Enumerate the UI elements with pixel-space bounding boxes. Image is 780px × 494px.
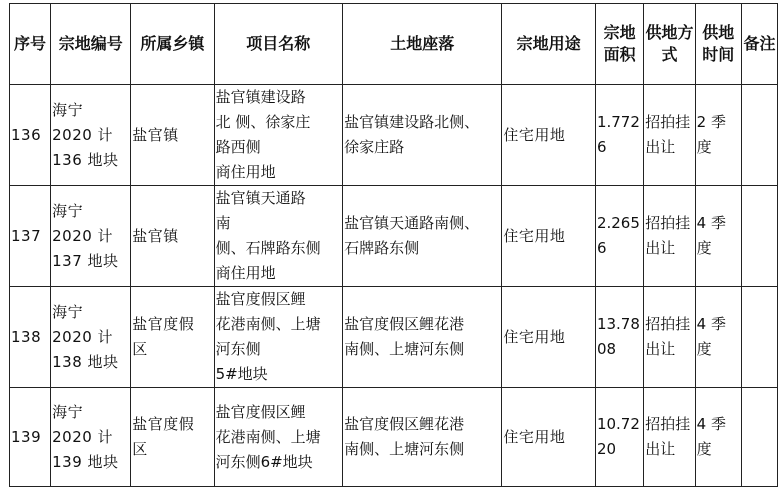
cell-parcel-no: 海宁 2020 计 138 地块 [51, 287, 131, 388]
cell-time: 2 季 度 [695, 85, 741, 186]
cell-location: 盐官镇天通路南侧、 石牌路东侧 [343, 186, 502, 287]
cell-time: 4 季 度 [695, 186, 741, 287]
cell-seq: 137 [10, 186, 51, 287]
cell-parcel-no: 海宁 2020 计 137 地块 [51, 186, 131, 287]
cell-use: 住宅用地 [502, 186, 596, 287]
cell-location: 盐官度假区鲤花港 南侧、上塘河东侧 [343, 287, 502, 388]
cell-mode: 招拍挂 出让 [644, 85, 695, 186]
cell-seq: 138 [10, 287, 51, 388]
cell-seq: 136 [10, 85, 51, 186]
cell-town: 盐官度假 区 [131, 388, 214, 487]
cell-project: 盐官镇天通路 南 侧、石牌路东侧 商住用地 [214, 186, 343, 287]
cell-mode: 招拍挂 出让 [644, 287, 695, 388]
cell-note [741, 85, 777, 186]
header-use: 宗地用途 [502, 4, 596, 85]
table-row [10, 388, 778, 487]
cell-time: 4 季 度 [695, 287, 741, 388]
cell-use: 住宅用地 [502, 85, 596, 186]
cell-town: 盐官镇 [131, 186, 214, 287]
cell-area: 2.265 6 [595, 186, 643, 287]
header-mode: 供地方式 [644, 4, 695, 85]
header-parcel-no: 宗地编号 [51, 4, 131, 85]
cell-note [741, 287, 777, 388]
cell-project: 盐官度假区鲤 花港南侧、上塘 河东侧 5#地块 [214, 287, 343, 388]
header-note: 备注 [741, 4, 777, 85]
cell-mode: 招拍挂 出让 [644, 186, 695, 287]
header-seq: 序号 [10, 4, 51, 85]
header-time: 供地时间 [695, 4, 741, 85]
cell-use: 住宅用地 [502, 287, 596, 388]
header-location: 土地座落 [343, 4, 502, 85]
header-town: 所属乡镇 [131, 4, 214, 85]
cell-parcel-no: 海宁 2020 计 139 地块 [51, 388, 131, 487]
table-row [10, 186, 778, 287]
cell-area: 10.72 20 [595, 388, 643, 487]
cell-location: 盐官度假区鲤花港 南侧、上塘河东侧 [343, 388, 502, 487]
header-area: 宗地面积 [595, 4, 643, 85]
cell-location: 盐官镇建设路北侧、 徐家庄路 [343, 85, 502, 186]
cell-note [741, 186, 777, 287]
land-supply-table [9, 3, 778, 487]
cell-time: 4 季 度 [695, 388, 741, 487]
cell-town: 盐官镇 [131, 85, 214, 186]
cell-mode: 招拍挂 出让 [644, 388, 695, 487]
cell-parcel-no: 海宁 2020 计 136 地块 [51, 85, 131, 186]
cell-project: 盐官镇建设路 北 侧、徐家庄 路西侧 商住用地 [214, 85, 343, 186]
cell-project: 盐官度假区鲤 花港南侧、上塘 河东侧6#地块 [214, 388, 343, 487]
cell-town: 盐官度假 区 [131, 287, 214, 388]
cell-area: 1.772 6 [595, 85, 643, 186]
cell-area: 13.78 08 [595, 287, 643, 388]
cell-seq: 139 [10, 388, 51, 487]
cell-use: 住宅用地 [502, 388, 596, 487]
table-row [10, 287, 778, 388]
header-project: 项目名称 [214, 4, 343, 85]
header-row [10, 4, 778, 85]
cell-note [741, 388, 777, 487]
table-row [10, 85, 778, 186]
